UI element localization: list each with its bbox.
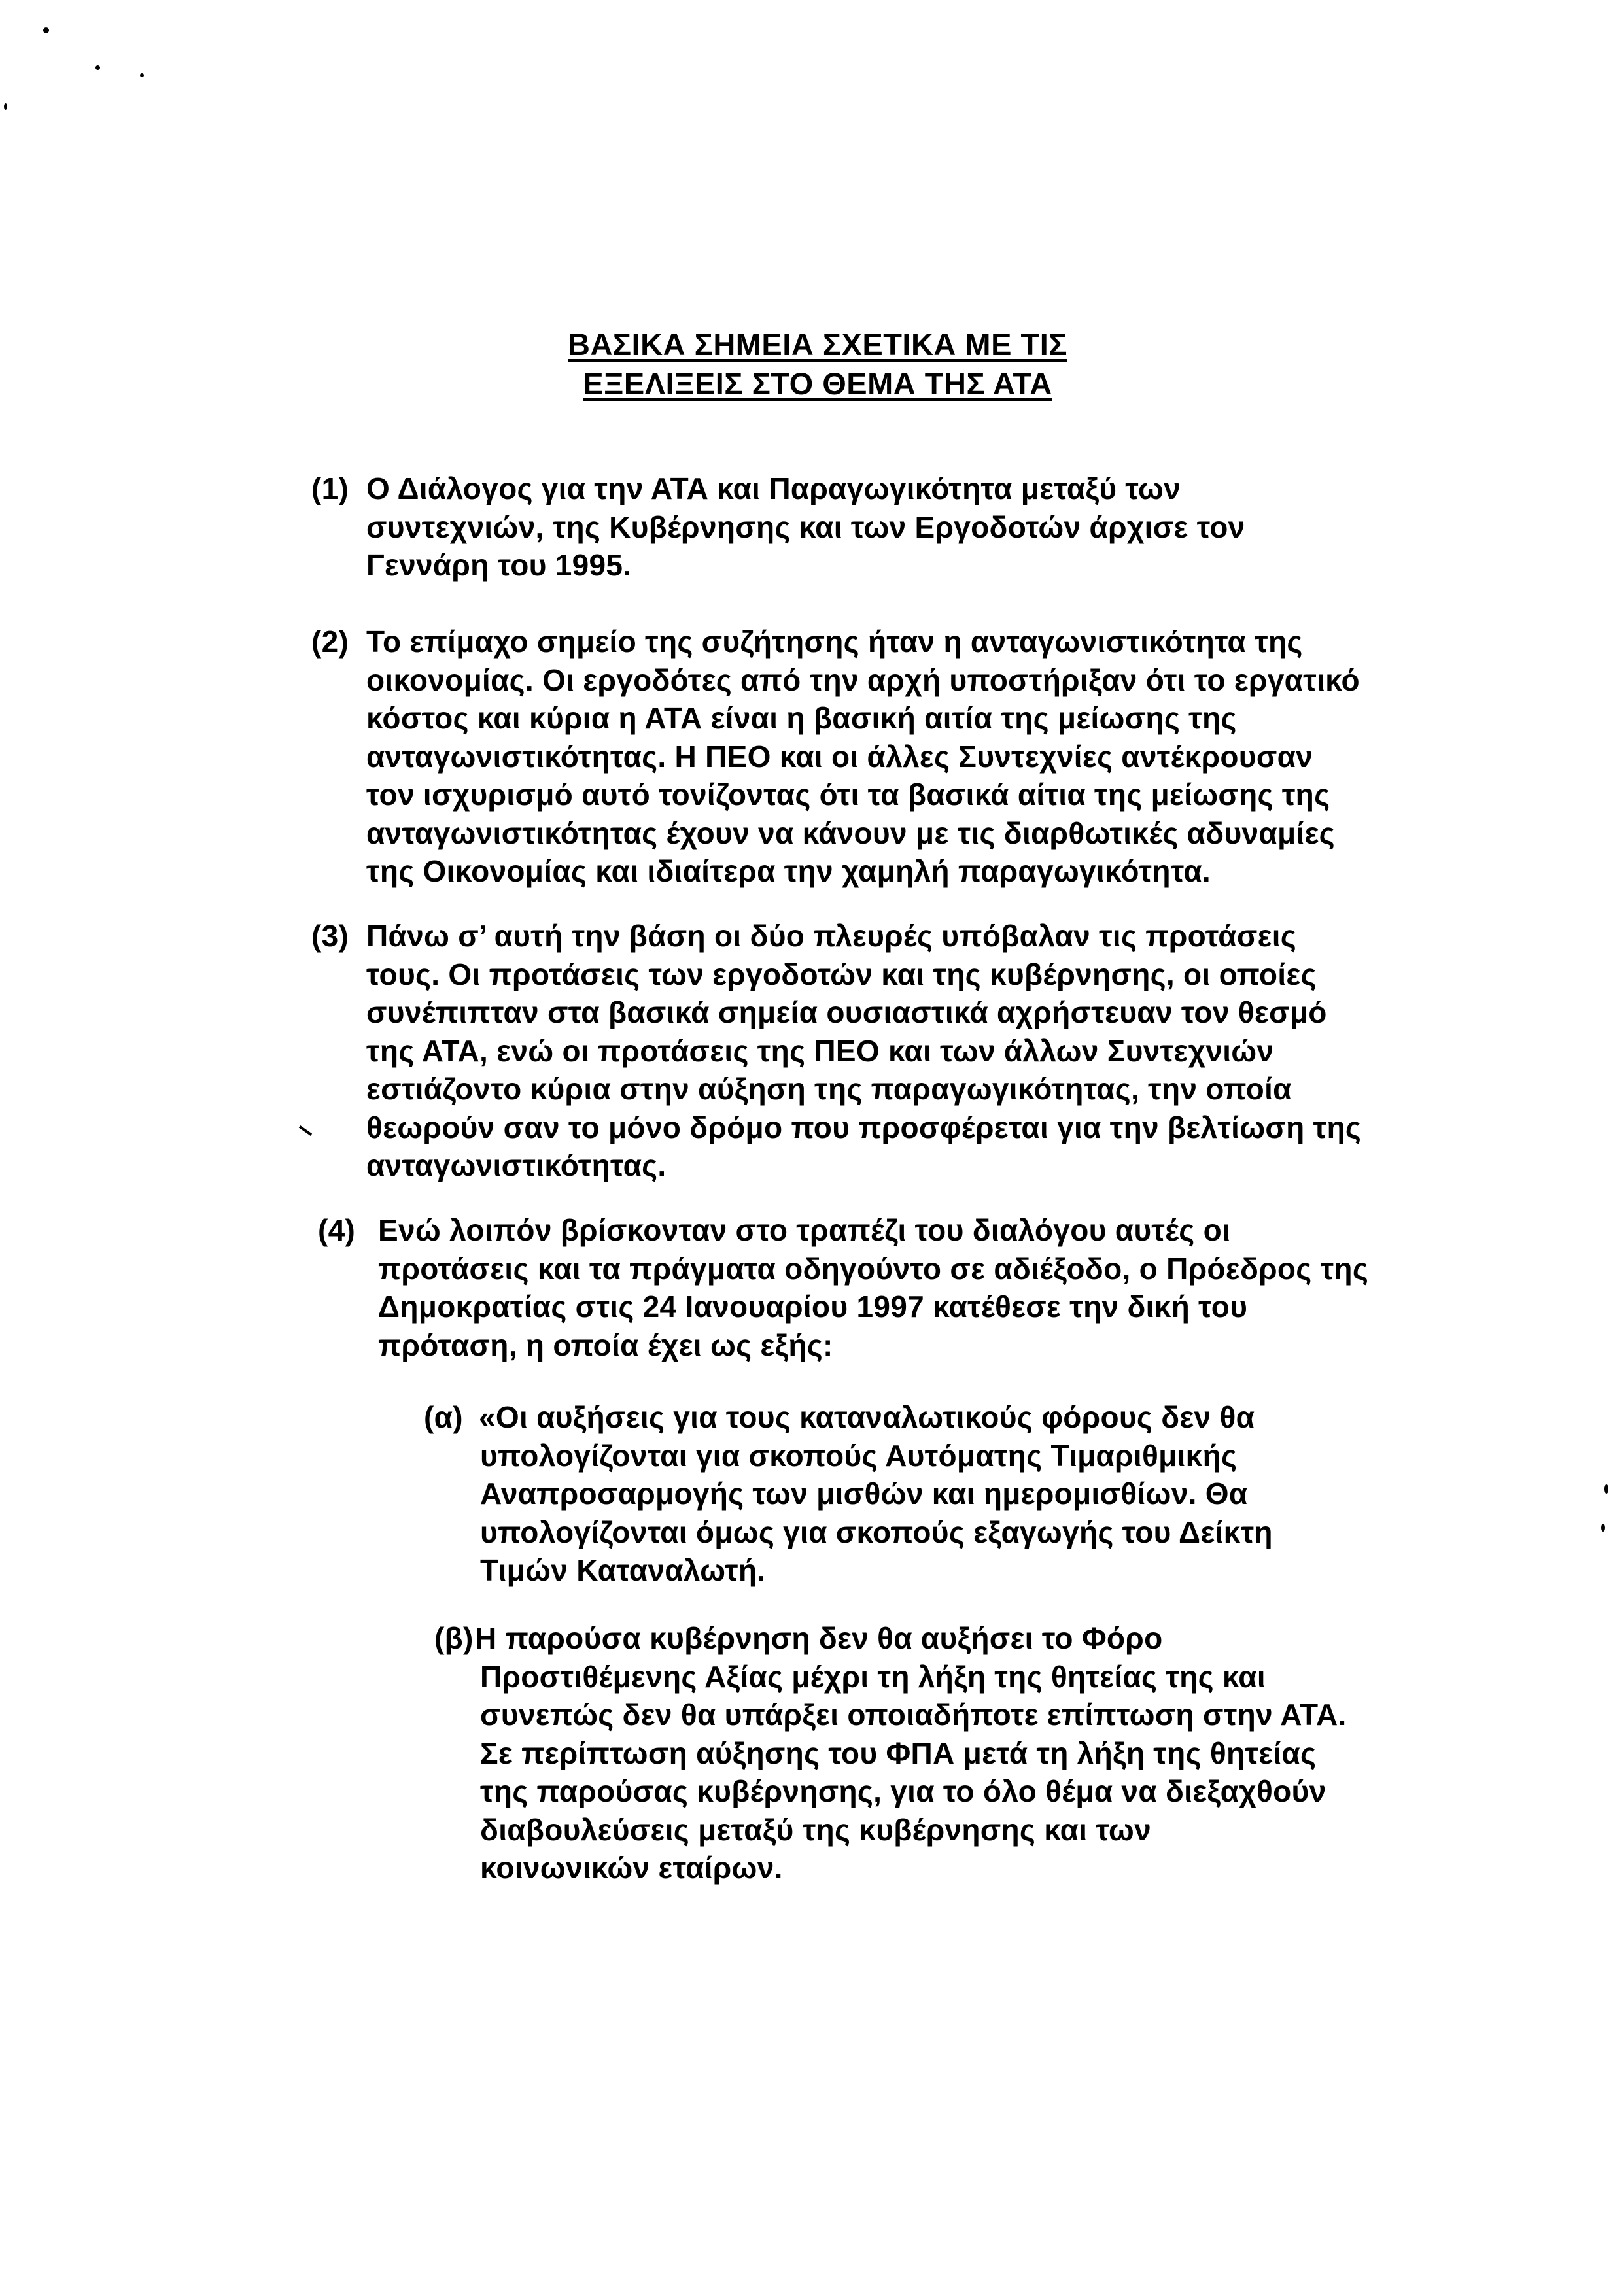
paragraph-line: Αναπροσαρμογής των μισθών και ημερομισθίων. Θα — [480, 1477, 1248, 1511]
paragraph-line: Ενώ λοιπόν βρίσκονταν στο τραπέζι του διαλόγου αυτές οι — [378, 1213, 1231, 1247]
scan-speck — [43, 27, 49, 33]
scan-speck — [4, 103, 7, 110]
sub-paragraph-beta — [434, 1619, 1347, 1887]
paragraph-line: πρόταση, η οποία έχει ως εξής: — [378, 1328, 833, 1362]
paragraph-number: (3) — [311, 919, 349, 953]
paragraph-line: ανταγωνιστικότητας. Η ΠΕΟ και οι άλλες Συντεχνίες αντέκρουσαν — [366, 739, 1313, 774]
paragraph-line: της Οικονομίας και ιδιαίτερα την χαμηλή παραγωγικότητα. — [366, 854, 1211, 888]
paragraph-number: (β) — [434, 1621, 474, 1655]
paragraph-line: συνεπώς δεν θα υπάρξει οποιαδήποτε επίπτωση στην ΑΤΑ. — [480, 1698, 1347, 1732]
paragraph-line: εστιάζοντο κύρια στην αύξηση της παραγωγικότητας, την οποία — [366, 1072, 1292, 1106]
paragraph-line: Προστιθέμενης Αξίας μέχρι τη λήξη της θητείας της και — [480, 1659, 1266, 1694]
paragraph-line: υπολογίζονται όμως για σκοπούς εξαγωγής του Δείκτη — [480, 1515, 1273, 1549]
document-title-line-2: ΕΞΕΛΙΞΕΙΣ ΣΤΟ ΘΕΜΑ ΤΗΣ ΑΤΑ — [583, 366, 1052, 401]
paragraph-line: «Οι αυξήσεις για τους καταναλωτικούς φόρους δεν θα — [479, 1400, 1255, 1434]
paragraph-line: προτάσεις και τα πράγματα οδηγούντο σε αδιέξοδο, ο Πρόεδρος της — [378, 1251, 1369, 1286]
paragraph-line: Δημοκρατίας στις 24 Ιανουαρίου 1997 κατέθεσε την δική του — [378, 1290, 1248, 1324]
paragraph-line: κόστος και κύρια η ΑΤΑ είναι η βασική αιτία της μείωσης της — [366, 701, 1237, 735]
scan-speck — [1604, 1484, 1608, 1494]
paragraph-number: (2) — [311, 625, 349, 659]
paragraph-line: διαβουλεύσεις μεταξύ της κυβέρνησης και των — [480, 1812, 1151, 1847]
paragraph-line: θεωρούν σαν το μόνο δρόμο που προσφέρεται για την βελτίωση της — [366, 1110, 1362, 1144]
paragraph-line: τους. Οι προτάσεις των εργοδοτών και της κυβέρνησης, οι οποίες — [366, 957, 1317, 991]
paragraph-line: ανταγωνιστικότητας. — [366, 1148, 667, 1182]
paragraph-line: Το επίμαχο σημείο της συζήτησης ήταν η ανταγωνιστικότητα της — [366, 625, 1303, 659]
paragraph-number: (α) — [424, 1400, 463, 1434]
scan-speck — [1601, 1524, 1605, 1532]
scan-speck — [95, 65, 100, 70]
paragraph-line: Η παρούσα κυβέρνηση δεν θα αυξήσει το Φόρο — [475, 1621, 1163, 1655]
paragraph-line: συντεχνιών, της Κυβέρνησης και των Εργοδοτών άρχισε τον — [366, 509, 1245, 544]
paragraph-line: υπολογίζονται για σκοπούς Αυτόματης Τιμαριθμικής — [480, 1438, 1238, 1473]
numbered-paragraph-3 — [311, 917, 1361, 1185]
paragraph-line: ανταγωνιστικότητας έχουν να κάνουν με τις διαρθωτικές αδυναμίες — [366, 815, 1335, 850]
paragraph-line: Σε περίπτωση αύξησης του ΦΠΑ μετά τη λήξη της θητείας — [480, 1736, 1317, 1770]
paragraph-line: κοινωνικών εταίρων. — [480, 1851, 783, 1885]
paragraph-line: Ο Διάλογος για την ΑΤΑ και Παραγωγικότητα μεταξύ των — [366, 471, 1181, 505]
scan-speck — [140, 73, 144, 77]
scan-speck — [299, 1125, 312, 1136]
paragraph-line: της παρούσας κυβέρνησης, για το όλο θέμα να διεξαχθούν — [480, 1774, 1326, 1808]
paragraph-line: Γεννάρη του 1995. — [366, 548, 632, 582]
paragraph-number: (1) — [311, 471, 349, 505]
numbered-paragraph-2 — [311, 623, 1360, 891]
numbered-paragraph-1 — [311, 470, 1245, 585]
sub-paragraph-alpha — [424, 1398, 1273, 1590]
numbered-paragraph-4 — [318, 1211, 1368, 1364]
paragraph-number: (4) — [318, 1213, 356, 1247]
paragraph-line: Πάνω σ’ αυτή την βάση οι δύο πλευρές υπόβαλαν τις προτάσεις — [366, 919, 1297, 953]
document-title-line-1: ΒΑΣΙΚΑ ΣΗΜΕΙΑ ΣΧΕΤΙΚΑ ΜΕ ΤΙΣ — [568, 327, 1067, 362]
paragraph-line: οικονομίας. Οι εργοδότες από την αρχή υποστήριξαν ότι το εργατικό — [366, 662, 1360, 697]
paragraph-line: συνέπιπταν στα βασικά σημεία ουσιαστικά αχρήστευαν τον θεσμό — [366, 995, 1327, 1029]
paragraph-line: Τιμών Καταναλωτή. — [480, 1553, 766, 1587]
paragraph-line: τον ισχυρισμό αυτό τονίζοντας ότι τα βασικά αίτια της μείωσης της — [366, 778, 1330, 812]
paragraph-line: της ΑΤΑ, ενώ οι προτάσεις της ΠΕΟ και των άλλων Συντεχνιών — [366, 1033, 1274, 1068]
